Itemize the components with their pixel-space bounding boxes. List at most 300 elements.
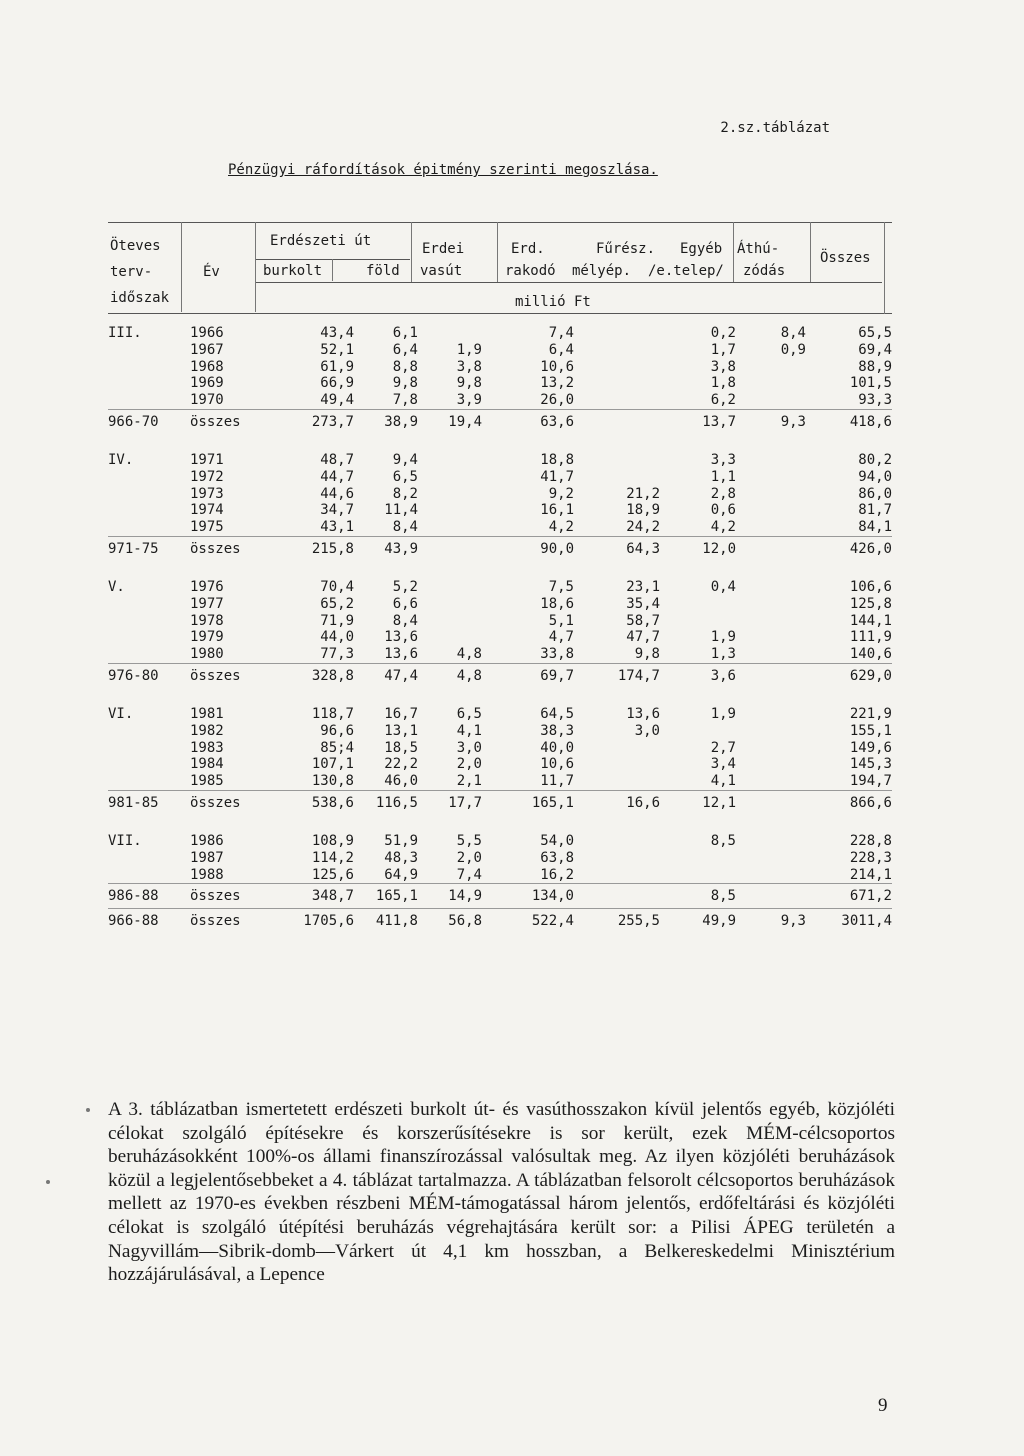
value-cell: 8,4 (780, 325, 806, 341)
value-cell (736, 756, 806, 773)
value-cell: 18,6 (540, 595, 574, 612)
period-cell (108, 596, 182, 613)
value-cell: 80,2 (858, 451, 892, 468)
value-cell (736, 850, 806, 867)
value-cell: 140,6 (849, 646, 892, 663)
value-cell: 145,3 (849, 756, 892, 773)
value-cell: 671,2 (806, 884, 892, 909)
value-cell (736, 773, 806, 790)
period-cell (108, 723, 182, 740)
value-cell: 1,9 (456, 341, 482, 358)
value-cell: 3,0 (634, 722, 660, 739)
period-cell (108, 646, 182, 663)
table-row (108, 629, 892, 646)
value-cell (574, 325, 660, 342)
value-cell: 125,8 (849, 595, 892, 612)
period-cell: 966-88 (108, 909, 182, 934)
table-row (108, 867, 892, 884)
year-cell: 1968 (190, 358, 224, 375)
value-cell (574, 833, 660, 850)
value-cell: 43,4 (320, 325, 354, 341)
row-spacer (108, 561, 892, 579)
value-cell: 4,2 (710, 519, 736, 536)
value-cell: 5,2 (392, 578, 418, 595)
value-cell: 9,3 (736, 409, 806, 434)
value-cell: 4,1 (710, 773, 736, 790)
value-cell: 6,5 (456, 705, 482, 722)
year-cell: 1981 (190, 705, 224, 722)
header-period-2: terv- (110, 264, 153, 280)
table-row (108, 850, 892, 867)
header-relocation-2: zódás (743, 263, 786, 279)
value-cell: 130,8 (311, 773, 354, 790)
value-cell: 0,4 (710, 578, 736, 595)
value-cell: 6,1 (392, 325, 418, 341)
table-row (108, 773, 892, 790)
year-cell: összes (182, 790, 264, 815)
table-row (108, 613, 892, 630)
value-cell: 3,3 (710, 451, 736, 468)
value-cell (574, 867, 660, 884)
value-cell: 228,3 (849, 849, 892, 866)
value-cell: 43,9 (354, 536, 418, 561)
header-period-1: Öteves (110, 238, 161, 254)
value-cell: 418,6 (806, 409, 892, 434)
value-cell: 49,9 (660, 909, 736, 934)
value-cell (736, 706, 806, 723)
period-cell (108, 502, 182, 519)
year-cell: 1976 (190, 578, 224, 595)
value-cell: 522,4 (482, 909, 574, 934)
value-cell: 34,7 (320, 502, 354, 519)
subtotal-row (108, 790, 892, 815)
value-cell (418, 536, 482, 561)
header-earth: föld (366, 263, 400, 279)
header-relocation-1: Áthú- (737, 241, 780, 257)
subtotal-row (108, 909, 892, 934)
header-paved: burkolt (263, 263, 323, 279)
value-cell: 69,7 (482, 663, 574, 688)
period-cell (108, 469, 182, 486)
value-cell: 1,8 (710, 375, 736, 392)
value-cell: 3,6 (660, 663, 736, 688)
value-cell: 7,4 (548, 325, 574, 341)
period-cell (108, 342, 182, 359)
value-cell: 93,3 (858, 392, 892, 409)
value-cell (736, 519, 806, 536)
year-cell: 1971 (190, 451, 224, 468)
value-cell: 9,2 (548, 485, 574, 502)
table-row (108, 723, 892, 740)
value-cell: 1,1 (710, 468, 736, 485)
value-cell: 106,6 (849, 578, 892, 595)
value-cell: 165,1 (354, 884, 418, 909)
year-cell: 1987 (190, 849, 224, 866)
period-cell (108, 519, 182, 536)
year-cell: 1978 (190, 612, 224, 629)
value-cell: 13,6 (384, 646, 418, 663)
value-cell: 65,2 (320, 595, 354, 612)
table-row (108, 342, 892, 359)
value-cell: 1,9 (710, 705, 736, 722)
value-cell: 155,1 (849, 722, 892, 739)
value-cell: 174,7 (574, 663, 660, 688)
row-spacer (108, 688, 892, 706)
subtotal-row (108, 409, 892, 434)
value-cell: 94,0 (858, 468, 892, 485)
value-cell: 16,6 (574, 790, 660, 815)
value-cell: 48,7 (320, 451, 354, 468)
value-cell: 43,1 (320, 519, 354, 536)
value-cell (574, 469, 660, 486)
value-cell: 3,4 (710, 756, 736, 773)
value-cell (574, 342, 660, 359)
header-year: Év (203, 264, 220, 280)
value-cell (736, 452, 806, 469)
period-cell (108, 850, 182, 867)
header-other-1: Egyéb (680, 241, 723, 257)
value-cell: 11,7 (540, 773, 574, 790)
value-cell: 4,2 (548, 519, 574, 536)
value-cell (736, 663, 806, 688)
value-cell (418, 613, 482, 630)
value-cell: 228,8 (849, 832, 892, 849)
data-table (108, 325, 892, 933)
value-cell: 1,9 (710, 629, 736, 646)
subtotal-row (108, 884, 892, 909)
header-total: Összes (820, 250, 871, 266)
value-cell: 8,5 (660, 884, 736, 909)
value-cell (736, 375, 806, 392)
year-cell: összes (182, 663, 264, 688)
value-cell: 144,1 (849, 612, 892, 629)
value-cell: 8,4 (392, 612, 418, 629)
value-cell: 21,2 (626, 485, 660, 502)
subtotal-row (108, 663, 892, 688)
value-cell: 77,3 (320, 646, 354, 663)
header-forest-rail-1: Erdei (422, 241, 465, 257)
table-row (108, 452, 892, 469)
header-depot-2: rakodó (505, 263, 556, 279)
value-cell: 4,8 (456, 646, 482, 663)
value-cell: 35,4 (626, 595, 660, 612)
row-spacer (108, 815, 892, 833)
value-cell: 86,0 (858, 485, 892, 502)
value-cell: 0,6 (710, 502, 736, 519)
value-cell: 10,6 (540, 358, 574, 375)
value-cell: 38,9 (354, 409, 418, 434)
header-sawmill-1: Fűrész. (596, 241, 656, 257)
period-cell: V. (108, 578, 125, 595)
header-other-2: /e.telep/ (648, 263, 724, 279)
value-cell: 84,1 (858, 519, 892, 536)
row-spacer (108, 434, 892, 452)
value-cell (736, 502, 806, 519)
value-cell: 49,4 (320, 392, 354, 409)
value-cell (574, 452, 660, 469)
value-cell: 348,7 (264, 884, 354, 909)
header-period-3: időszak (110, 290, 170, 306)
year-cell: 1974 (190, 502, 224, 519)
value-cell: 9,8 (456, 375, 482, 392)
value-cell: 13,6 (384, 629, 418, 646)
value-cell: 194,7 (849, 773, 892, 790)
period-cell (108, 359, 182, 376)
value-cell (660, 596, 736, 613)
table-row (108, 833, 892, 850)
period-cell (108, 756, 182, 773)
year-cell: összes (182, 909, 264, 934)
period-cell (108, 486, 182, 503)
value-cell: 18,8 (540, 451, 574, 468)
value-cell: 40,0 (540, 739, 574, 756)
value-cell: 8,8 (392, 358, 418, 375)
table-title: Pénzügyi ráfordítások épitmény szerinti megoszlása. (228, 162, 658, 178)
period-cell: 966-70 (108, 409, 182, 434)
header-depot-1: Erd. (511, 241, 545, 257)
table-row (108, 502, 892, 519)
value-cell (736, 486, 806, 503)
value-cell: 118,7 (311, 705, 354, 722)
value-cell: 2,8 (710, 485, 736, 502)
value-cell: 411,8 (354, 909, 418, 934)
value-cell: 46,0 (384, 773, 418, 790)
value-cell: 52,1 (320, 341, 354, 358)
value-cell (574, 392, 660, 409)
year-cell: 1972 (190, 468, 224, 485)
value-cell: 214,1 (849, 866, 892, 883)
value-cell: 26,0 (540, 392, 574, 409)
value-cell: 23,1 (626, 578, 660, 595)
value-cell: 6,2 (710, 392, 736, 409)
value-cell: 13,1 (384, 722, 418, 739)
value-cell: 1705,6 (264, 909, 354, 934)
period-cell: VII. (108, 832, 142, 849)
value-cell: 4,8 (418, 663, 482, 688)
subtotal-row (108, 536, 892, 561)
value-cell: 7,5 (548, 578, 574, 595)
value-cell: 7,4 (456, 866, 482, 883)
year-cell: 1975 (190, 519, 224, 536)
value-cell: 101,5 (849, 375, 892, 392)
value-cell: 48,3 (384, 849, 418, 866)
header-sawmill-2: mélyép. (572, 263, 632, 279)
value-cell (574, 375, 660, 392)
value-cell: 85;4 (320, 739, 354, 756)
value-cell: 1,7 (710, 341, 736, 358)
table-row (108, 756, 892, 773)
value-cell (418, 502, 482, 519)
year-cell: összes (182, 536, 264, 561)
value-cell: 18,5 (384, 739, 418, 756)
value-cell: 44,6 (320, 485, 354, 502)
value-cell: 215,8 (264, 536, 354, 561)
value-cell (660, 723, 736, 740)
value-cell (660, 867, 736, 884)
table-row (108, 596, 892, 613)
value-cell (418, 486, 482, 503)
value-cell: 9,8 (634, 646, 660, 663)
value-cell: 116,5 (354, 790, 418, 815)
value-cell: 90,0 (482, 536, 574, 561)
value-cell: 51,9 (384, 832, 418, 849)
value-cell: 12,1 (660, 790, 736, 815)
period-cell (108, 375, 182, 392)
value-cell: 19,4 (418, 409, 482, 434)
value-cell: 9,4 (392, 451, 418, 468)
value-cell (736, 790, 806, 815)
value-cell: 0,9 (780, 341, 806, 358)
value-cell: 44,0 (320, 629, 354, 646)
value-cell: 38,3 (540, 722, 574, 739)
value-cell: 22,2 (384, 756, 418, 773)
period-cell: III. (108, 325, 142, 341)
value-cell (418, 629, 482, 646)
value-cell: 71,9 (320, 612, 354, 629)
value-cell: 66,9 (320, 375, 354, 392)
period-cell: VI. (108, 705, 134, 722)
value-cell: 63,6 (482, 409, 574, 434)
value-cell (736, 359, 806, 376)
value-cell: 8,4 (392, 519, 418, 536)
value-cell: 16,2 (540, 866, 574, 883)
value-cell (418, 519, 482, 536)
value-cell: 9,3 (736, 909, 806, 934)
value-cell: 65,5 (858, 325, 892, 341)
value-cell: 58,7 (626, 612, 660, 629)
value-cell (736, 884, 806, 909)
year-cell: 1970 (190, 392, 224, 409)
table-row (108, 469, 892, 486)
value-cell: 0,2 (710, 325, 736, 341)
value-cell (660, 850, 736, 867)
value-cell (574, 409, 660, 434)
value-cell: 64,3 (574, 536, 660, 561)
value-cell (736, 867, 806, 884)
value-cell: 54,0 (540, 832, 574, 849)
value-cell (736, 740, 806, 757)
value-cell: 17,7 (418, 790, 482, 815)
value-cell: 2,0 (456, 756, 482, 773)
value-cell: 96,6 (320, 722, 354, 739)
value-cell: 1,3 (710, 646, 736, 663)
value-cell: 108,9 (311, 832, 354, 849)
value-cell: 44,7 (320, 468, 354, 485)
value-cell: 7,8 (392, 392, 418, 409)
period-cell (108, 392, 182, 409)
value-cell: 3011,4 (806, 909, 892, 934)
value-cell (736, 723, 806, 740)
value-cell: 134,0 (482, 884, 574, 909)
year-cell: 1988 (190, 866, 224, 883)
value-cell: 70,4 (320, 578, 354, 595)
value-cell: 125,6 (311, 866, 354, 883)
value-cell: 629,0 (806, 663, 892, 688)
value-cell: 64,5 (540, 705, 574, 722)
body-paragraph: A 3. táblázatban ismertetett erdészeti burkolt út- és vasúthosszakon kívül jelentős egyéb, közjóléti célokat szolgáló építésekre és korszerűsítésekre is sor került, ezek MÉM-célcsoportos beruházásokként 100%-os állami finanszírozással valósultak meg. Az ilyen közjóléti beruházások közül a legjelentősebbeket a 4. táblázat tartalmazza. A táblázatban felsorolt célcsoportos beruházások mellett az 1970-es években részbeni MÉM-támogatással három jelentős, erdőfeltárási és közjóléti célokat is szolgáló útépítési beruházás végrehajtására került sor: a Pilisi ÁPEG területén a Nagyvillám—Sibrik-domb—Várkert út 4,1 km hosszban, a Belkereskedelmi Minisztérium hozzájárulásával, a Lepence (108, 1099, 895, 1286)
value-cell: 10,6 (540, 756, 574, 773)
table-row (108, 740, 892, 757)
value-cell (736, 833, 806, 850)
year-cell: 1966 (190, 325, 224, 341)
value-cell (418, 325, 482, 342)
value-cell: 273,7 (264, 409, 354, 434)
value-cell: 3,8 (710, 358, 736, 375)
value-cell: 16,7 (384, 705, 418, 722)
value-cell: 111,9 (849, 629, 892, 646)
value-cell (736, 613, 806, 630)
value-cell: 2,1 (456, 773, 482, 790)
value-cell: 41,7 (540, 468, 574, 485)
value-cell: 8,2 (392, 485, 418, 502)
value-cell: 11,4 (384, 502, 418, 519)
period-cell (108, 867, 182, 884)
header-forest-rail-2: vasút (420, 263, 463, 279)
value-cell: 24,2 (626, 519, 660, 536)
period-cell: 976-80 (108, 663, 182, 688)
value-cell: 13,7 (660, 409, 736, 434)
value-cell: 47,4 (354, 663, 418, 688)
table-number: 2.sz.táblázat (720, 120, 830, 136)
value-cell: 69,4 (858, 341, 892, 358)
value-cell: 328,8 (264, 663, 354, 688)
year-cell: 1984 (190, 756, 224, 773)
value-cell: 8,5 (710, 832, 736, 849)
value-cell: 221,9 (849, 705, 892, 722)
value-cell: 88,9 (858, 358, 892, 375)
period-cell: IV. (108, 451, 134, 468)
table-row (108, 392, 892, 409)
value-cell (418, 452, 482, 469)
value-cell (574, 884, 660, 909)
year-cell: 1979 (190, 629, 224, 646)
value-cell: 426,0 (806, 536, 892, 561)
value-cell: 56,8 (418, 909, 482, 934)
value-cell (418, 579, 482, 596)
period-cell: 981-85 (108, 790, 182, 815)
year-cell: 1985 (190, 773, 224, 790)
value-cell (736, 629, 806, 646)
year-cell: 1982 (190, 722, 224, 739)
value-cell: 255,5 (574, 909, 660, 934)
period-cell (108, 740, 182, 757)
value-cell: 149,6 (849, 739, 892, 756)
table-row (108, 486, 892, 503)
header-forest-road: Erdészeti út (270, 233, 372, 249)
value-cell: 81,7 (858, 502, 892, 519)
value-cell (574, 756, 660, 773)
value-cell: 13,6 (626, 705, 660, 722)
year-cell: 1980 (190, 646, 224, 663)
value-cell: 114,2 (311, 849, 354, 866)
value-cell (574, 359, 660, 376)
value-cell: 3,8 (456, 358, 482, 375)
value-cell (418, 469, 482, 486)
value-cell: 6,6 (392, 595, 418, 612)
value-cell: 107,1 (311, 756, 354, 773)
year-cell: összes (182, 884, 264, 909)
page-number: 9 (878, 1395, 888, 1416)
value-cell (736, 392, 806, 409)
value-cell: 165,1 (482, 790, 574, 815)
header-unit: millió Ft (515, 294, 591, 310)
year-cell: 1973 (190, 485, 224, 502)
value-cell: 6,4 (392, 341, 418, 358)
value-cell: 14,9 (418, 884, 482, 909)
year-cell: összes (182, 409, 264, 434)
value-cell: 3,9 (456, 392, 482, 409)
value-cell (418, 596, 482, 613)
